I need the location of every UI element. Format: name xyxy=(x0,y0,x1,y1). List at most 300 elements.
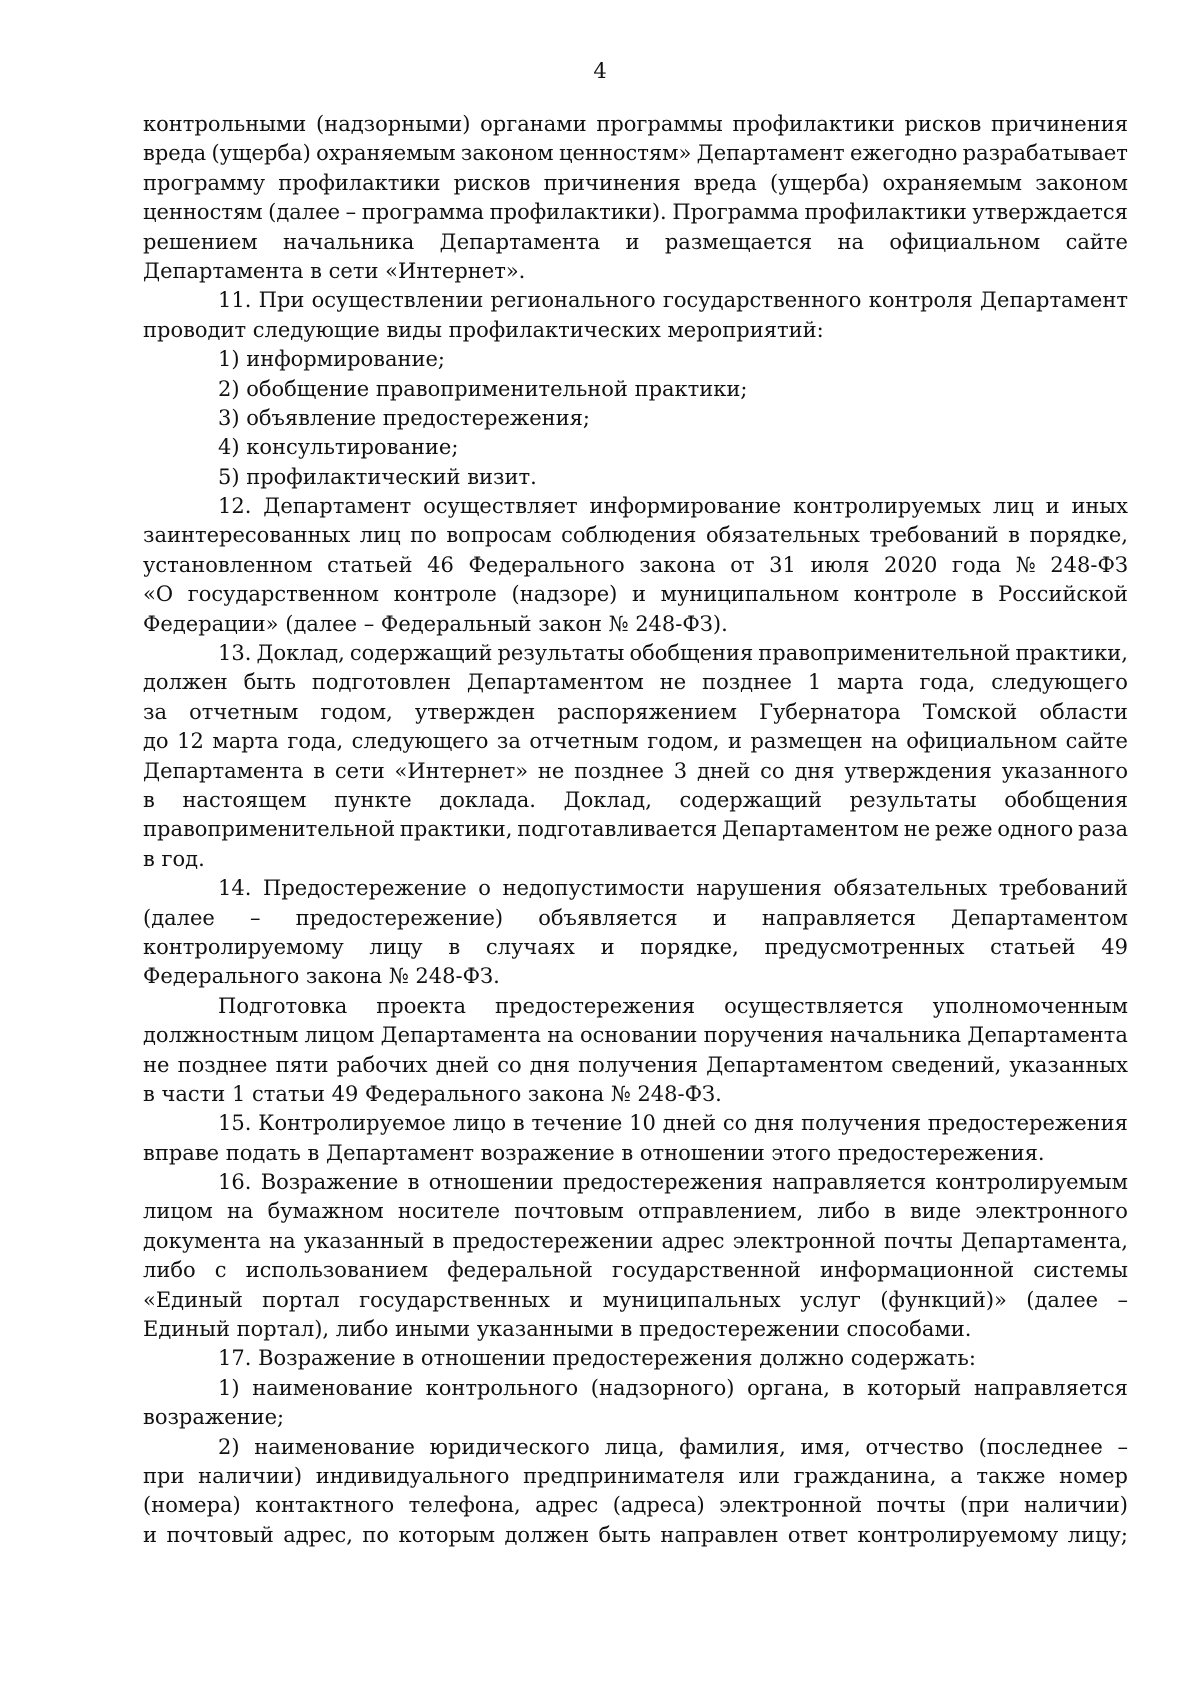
word: объявляется xyxy=(538,905,678,930)
word: почты xyxy=(883,1228,953,1253)
word: рисков xyxy=(904,112,982,136)
word: лицом xyxy=(143,1199,213,1224)
word: либо xyxy=(817,1199,870,1224)
word: начальника xyxy=(282,229,415,254)
word: Подготовка xyxy=(218,993,348,1018)
text-line xyxy=(143,521,1128,550)
word: контроле xyxy=(853,582,957,607)
word: контроля xyxy=(868,288,973,313)
word: и xyxy=(727,729,742,754)
word: 3 xyxy=(673,758,688,783)
word: статьей xyxy=(990,934,1076,959)
word: 1) xyxy=(218,1375,240,1400)
word: результаты xyxy=(497,641,625,666)
word: по xyxy=(410,523,437,548)
word: дня xyxy=(794,758,835,783)
text-line: Департамента в сети «Интернет». xyxy=(143,258,526,283)
word: по xyxy=(362,1522,390,1547)
word: контролируемых xyxy=(793,494,982,519)
word: от xyxy=(730,552,755,577)
word: информирование xyxy=(589,494,782,519)
word: со xyxy=(497,1052,522,1077)
word: до xyxy=(143,729,169,754)
word: направлен xyxy=(660,1522,779,1547)
word: уполномоченным xyxy=(932,993,1128,1018)
word: в xyxy=(884,1199,896,1224)
word: со xyxy=(760,758,785,783)
word: должностным xyxy=(143,1023,299,1048)
word: требований xyxy=(998,876,1128,901)
text-line xyxy=(143,874,1128,903)
text-line xyxy=(143,639,1128,668)
word: предпринимателя xyxy=(523,1463,725,1488)
word: Губернатора xyxy=(759,699,901,724)
word: сведений, xyxy=(891,1052,1002,1077)
word: контроле xyxy=(393,582,497,607)
word: носителе xyxy=(397,1199,501,1224)
word: индивидуального xyxy=(315,1463,510,1488)
word: Департамента xyxy=(967,1023,1128,1048)
text-line xyxy=(143,1109,1128,1138)
text-line xyxy=(143,992,1128,1021)
word: недопустимости xyxy=(502,876,685,901)
word: лицо xyxy=(452,1111,507,1136)
word: и xyxy=(712,905,727,930)
word: направляется xyxy=(973,1375,1128,1400)
word: соблюдения xyxy=(561,523,697,548)
word: Департамент xyxy=(979,288,1128,313)
word: марта xyxy=(837,670,904,695)
text-line: 17. Возражение в отношении предостережения должно содержать: xyxy=(218,1346,976,1371)
text-line xyxy=(143,1256,1128,1285)
text-line xyxy=(143,727,1128,756)
word: годом, xyxy=(647,729,720,754)
text-line: Федерации» (далее – Федеральный закон № 248-ФЗ). xyxy=(143,611,728,636)
word: 12 xyxy=(177,729,204,754)
word: предостережении xyxy=(452,1228,654,1253)
word: «О xyxy=(143,582,174,607)
word: официальном xyxy=(889,229,1041,254)
text-line: 5) профилактический визит. xyxy=(218,464,537,489)
word: сети xyxy=(334,758,385,783)
word: профилактики). xyxy=(489,200,667,225)
text-line xyxy=(143,1168,1128,1197)
text-line xyxy=(143,1021,1128,1050)
word: при xyxy=(143,1463,185,1488)
word: (далее xyxy=(1026,1287,1099,1312)
word: телефона, xyxy=(408,1493,521,1518)
word: государственной xyxy=(611,1258,801,1283)
word: электронного xyxy=(975,1199,1128,1224)
word: Федерального xyxy=(468,552,625,577)
word: июля xyxy=(810,552,870,577)
word: основании xyxy=(580,1023,698,1048)
word: на xyxy=(837,229,865,254)
word: отправлением, xyxy=(637,1199,804,1224)
word: законом xyxy=(460,141,554,166)
word: обязательных xyxy=(833,876,988,901)
word: дней xyxy=(435,1052,490,1077)
word: разрабатывает xyxy=(962,141,1128,166)
text-line xyxy=(143,1197,1128,1226)
word: указанных xyxy=(1009,1052,1128,1077)
word: предостережения xyxy=(562,1170,763,1195)
word: почты xyxy=(876,1493,946,1518)
word: системы xyxy=(1033,1258,1128,1283)
word: профилактики xyxy=(732,112,895,136)
word: Департамент xyxy=(263,494,412,519)
word: быть xyxy=(243,670,296,695)
word: в xyxy=(1008,523,1020,548)
word: подготавливается xyxy=(517,817,718,842)
word: Контролируемое xyxy=(258,1111,446,1136)
text-line xyxy=(143,169,1128,198)
word: раза xyxy=(1078,817,1128,842)
word: 11. xyxy=(218,288,252,313)
word: отчество xyxy=(865,1434,964,1459)
word: (далее xyxy=(143,905,215,930)
word: (адреса) xyxy=(612,1493,705,1518)
word: на xyxy=(226,1199,254,1224)
word: программу xyxy=(143,170,266,195)
word: охраняемым xyxy=(316,141,456,166)
word: не xyxy=(143,1052,170,1077)
word: Департаментом xyxy=(951,905,1128,930)
word: Доклад, xyxy=(563,787,652,812)
word: 2020 xyxy=(883,552,938,577)
word: органа, xyxy=(747,1375,830,1400)
word: наличии) xyxy=(1024,1493,1128,1518)
text-line: в части 1 статьи 49 Федерального закона № 248-ФЗ. xyxy=(143,1081,722,1106)
word: должен xyxy=(143,670,228,695)
word: в xyxy=(971,582,984,607)
text-line: вправе подать в Департамент возражение в отношении этого предостережения. xyxy=(143,1140,1045,1165)
text-line: в год. xyxy=(143,846,205,871)
word: должен xyxy=(504,1522,590,1547)
word: вреда xyxy=(693,170,757,195)
word: начальника xyxy=(829,1023,962,1048)
word: электронной xyxy=(719,1493,863,1518)
word: почтовым xyxy=(514,1199,624,1224)
word: закона xyxy=(639,552,716,577)
text-line xyxy=(143,198,1128,227)
word: и xyxy=(631,582,646,607)
word: государственного xyxy=(662,288,862,313)
word: правоприменительной xyxy=(143,817,396,842)
word: 15. xyxy=(218,1111,252,1136)
word: предостережение) xyxy=(295,905,504,930)
word: пункте xyxy=(334,787,412,812)
text-line xyxy=(143,786,1128,815)
word: – xyxy=(1117,1287,1128,1312)
word: рабочих xyxy=(336,1052,428,1077)
word: лица, xyxy=(604,1434,665,1459)
word: решением xyxy=(143,229,258,254)
word: марта xyxy=(212,729,279,754)
word: дня xyxy=(754,1111,795,1136)
text-line: возражение; xyxy=(143,1405,285,1430)
word: осуществлении xyxy=(311,288,484,313)
text-line xyxy=(143,1227,1128,1256)
word: в xyxy=(842,1375,855,1400)
word: 16. xyxy=(218,1170,252,1195)
word: адрес xyxy=(535,1493,599,1518)
word: (функций)» xyxy=(880,1287,1007,1312)
word: лиц xyxy=(359,523,401,548)
text-line xyxy=(143,904,1128,933)
word: не xyxy=(903,817,931,842)
word: ценностям xyxy=(143,200,263,225)
word: электронной xyxy=(732,1228,876,1253)
text-line xyxy=(143,1286,1128,1315)
word: позднее xyxy=(574,758,664,783)
word: сайте xyxy=(1065,729,1128,754)
word: в xyxy=(143,787,155,812)
word: следующего xyxy=(991,670,1128,695)
word: дней xyxy=(696,758,751,783)
text-line: 4) консультирование; xyxy=(218,435,459,460)
document-body xyxy=(143,110,1128,1550)
word: 46 xyxy=(427,552,454,577)
word: отчетным xyxy=(189,699,299,724)
word: ценностям» xyxy=(558,141,692,166)
word: (далее xyxy=(268,200,340,225)
text-line: проводит следующие виды профилактических мероприятий: xyxy=(143,317,824,342)
word: Российской xyxy=(998,582,1128,607)
word: профилактики xyxy=(278,170,441,195)
word: порядке, xyxy=(1029,523,1128,548)
text-line: 2) обобщение правоприменительной практики; xyxy=(218,376,748,401)
word: за xyxy=(143,699,167,724)
word: требований xyxy=(869,523,999,548)
word: и xyxy=(143,1522,157,1547)
word: (последнее xyxy=(978,1434,1103,1459)
word: который xyxy=(867,1375,962,1400)
text-line xyxy=(143,1462,1128,1491)
word: практики, xyxy=(1015,641,1128,666)
word: размещен xyxy=(750,729,863,754)
word: направляется xyxy=(772,1170,927,1195)
word: распоряжением xyxy=(557,699,737,724)
word: в xyxy=(512,1111,525,1136)
word: Департаментом xyxy=(721,817,899,842)
word: Доклад, xyxy=(256,641,345,666)
word: муниципальных xyxy=(602,1287,781,1312)
word: утвержден xyxy=(414,699,536,724)
word: нарушения xyxy=(696,876,822,901)
word: года xyxy=(952,552,1002,577)
word: – xyxy=(345,200,357,225)
word: порядке, xyxy=(640,934,739,959)
word: наименование xyxy=(254,1434,415,1459)
word: за xyxy=(496,729,521,754)
word: 2) xyxy=(218,1434,240,1459)
word: (при xyxy=(959,1493,1010,1518)
word: контактного xyxy=(255,1493,395,1518)
text-line xyxy=(143,492,1128,521)
word: – xyxy=(1117,1434,1128,1459)
word: (надзоре) xyxy=(511,582,618,607)
word: на xyxy=(871,729,898,754)
word: «Интернет» xyxy=(394,758,529,783)
word: лицу xyxy=(369,934,423,959)
word: федеральной xyxy=(447,1258,593,1283)
word: законом xyxy=(1035,170,1128,195)
word: фамилия, xyxy=(679,1434,786,1459)
word: о xyxy=(478,876,491,901)
text-line xyxy=(143,228,1128,257)
word: доклада. xyxy=(439,787,536,812)
word: виде xyxy=(909,1199,962,1224)
word: предусмотренных xyxy=(764,934,965,959)
word: № xyxy=(1015,552,1036,577)
word: адрес xyxy=(661,1228,725,1253)
word: следующего xyxy=(351,729,489,754)
word: не xyxy=(659,670,687,695)
word: направляется xyxy=(761,905,916,930)
word: 1 xyxy=(807,670,822,695)
word: указанного xyxy=(1001,758,1128,783)
word: гражданина, xyxy=(793,1463,937,1488)
word: со xyxy=(722,1111,748,1136)
word: года, xyxy=(287,729,344,754)
word: Департамента, xyxy=(960,1228,1128,1253)
word: причинения xyxy=(543,170,681,195)
word: и xyxy=(600,934,615,959)
text-line: Единый портал), либо иными указанными в предостережении способами. xyxy=(143,1317,972,1342)
word: документа xyxy=(143,1228,261,1253)
text-line xyxy=(143,1374,1128,1403)
word: государственном xyxy=(187,582,379,607)
word: контрольными xyxy=(143,112,307,136)
word: сайте xyxy=(1065,229,1128,254)
text-line xyxy=(143,286,1128,315)
text-line xyxy=(143,1491,1128,1520)
word: в xyxy=(432,1228,445,1253)
word: в xyxy=(313,758,326,783)
word: осуществляет xyxy=(423,494,578,519)
word: почтовый xyxy=(166,1522,274,1547)
word: (ущерба) xyxy=(770,170,870,195)
word: реже xyxy=(934,817,993,842)
text-line xyxy=(143,933,1128,962)
word: 248-ФЗ xyxy=(1050,552,1128,577)
word: муниципальном xyxy=(660,582,840,607)
word: вреда xyxy=(143,141,207,166)
word: 13. xyxy=(218,641,252,666)
word: результаты xyxy=(849,787,977,812)
word: с xyxy=(214,1258,227,1283)
word: информационной xyxy=(820,1258,1015,1283)
word: и xyxy=(625,229,640,254)
word: на xyxy=(269,1228,296,1253)
word: области xyxy=(1039,699,1128,724)
word: При xyxy=(258,288,305,313)
word: Департаментом xyxy=(706,1052,884,1077)
word: обязательных xyxy=(705,523,860,548)
word: статьей xyxy=(327,552,413,577)
word: наименование xyxy=(252,1375,413,1400)
word: вопросам xyxy=(446,523,552,548)
word: Предостережение xyxy=(263,876,467,901)
word: лиц xyxy=(992,494,1034,519)
text-line xyxy=(143,139,1128,168)
word: лицом xyxy=(304,1023,375,1048)
word: лицу; xyxy=(1067,1522,1128,1547)
word: контролируемым xyxy=(935,1170,1128,1195)
word: позднее xyxy=(702,670,792,695)
word: наличии) xyxy=(198,1463,303,1488)
word: профилактики xyxy=(804,200,967,225)
word: не xyxy=(537,758,565,783)
word: имя, xyxy=(800,1434,851,1459)
text-line: 3) объявление предостережения; xyxy=(218,405,590,430)
word: быть xyxy=(598,1522,651,1547)
text-line xyxy=(143,551,1128,580)
word: контролируемому xyxy=(143,934,344,959)
word: утверждения xyxy=(844,758,992,783)
text-line xyxy=(143,1433,1128,1462)
page-number: 4 xyxy=(593,59,607,83)
word: обобщения xyxy=(629,641,754,666)
word: осуществляется xyxy=(724,993,904,1018)
word: пяти xyxy=(275,1052,329,1077)
word: Программа xyxy=(672,200,799,225)
word: (надзорными) xyxy=(316,112,471,136)
text-line xyxy=(143,815,1128,844)
word: годом, xyxy=(320,699,393,724)
word: дней xyxy=(662,1111,717,1136)
word: Департамента xyxy=(380,1023,542,1048)
text-line xyxy=(143,110,1128,139)
word: проекта xyxy=(376,993,467,1018)
word: иных xyxy=(1071,494,1128,519)
word: поручения xyxy=(703,1023,824,1048)
word: органами xyxy=(480,112,587,136)
word: содержащий xyxy=(349,641,493,666)
word: (ущерба) xyxy=(211,141,311,166)
word: обобщения xyxy=(1004,787,1128,812)
text-line: Федерального закона № 248-ФЗ. xyxy=(143,964,500,989)
word: или xyxy=(738,1463,780,1488)
text-line xyxy=(143,1051,1128,1080)
word: течение xyxy=(531,1111,623,1136)
word: 49 xyxy=(1101,934,1128,959)
word: случаях xyxy=(485,934,575,959)
word: 10 xyxy=(629,1111,656,1136)
word: которым xyxy=(398,1522,496,1547)
word: предостережения xyxy=(927,1111,1128,1136)
word: «Единый xyxy=(143,1287,243,1312)
word: Департамента xyxy=(439,229,601,254)
word: либо xyxy=(143,1258,196,1283)
word: также xyxy=(976,1463,1046,1488)
word: а xyxy=(950,1463,963,1488)
word: портал xyxy=(262,1287,340,1312)
word: 31 xyxy=(769,552,796,577)
text-line xyxy=(143,698,1128,727)
word: дня xyxy=(529,1052,570,1077)
word: использованием xyxy=(245,1258,429,1283)
word: отношении xyxy=(428,1170,554,1195)
text-line xyxy=(143,1521,1128,1550)
text-line xyxy=(143,580,1128,609)
word: и xyxy=(1045,494,1060,519)
word: предостережения xyxy=(495,993,696,1018)
word: – xyxy=(249,905,261,930)
word: Департамента xyxy=(143,758,304,783)
word: номер xyxy=(1059,1463,1128,1488)
